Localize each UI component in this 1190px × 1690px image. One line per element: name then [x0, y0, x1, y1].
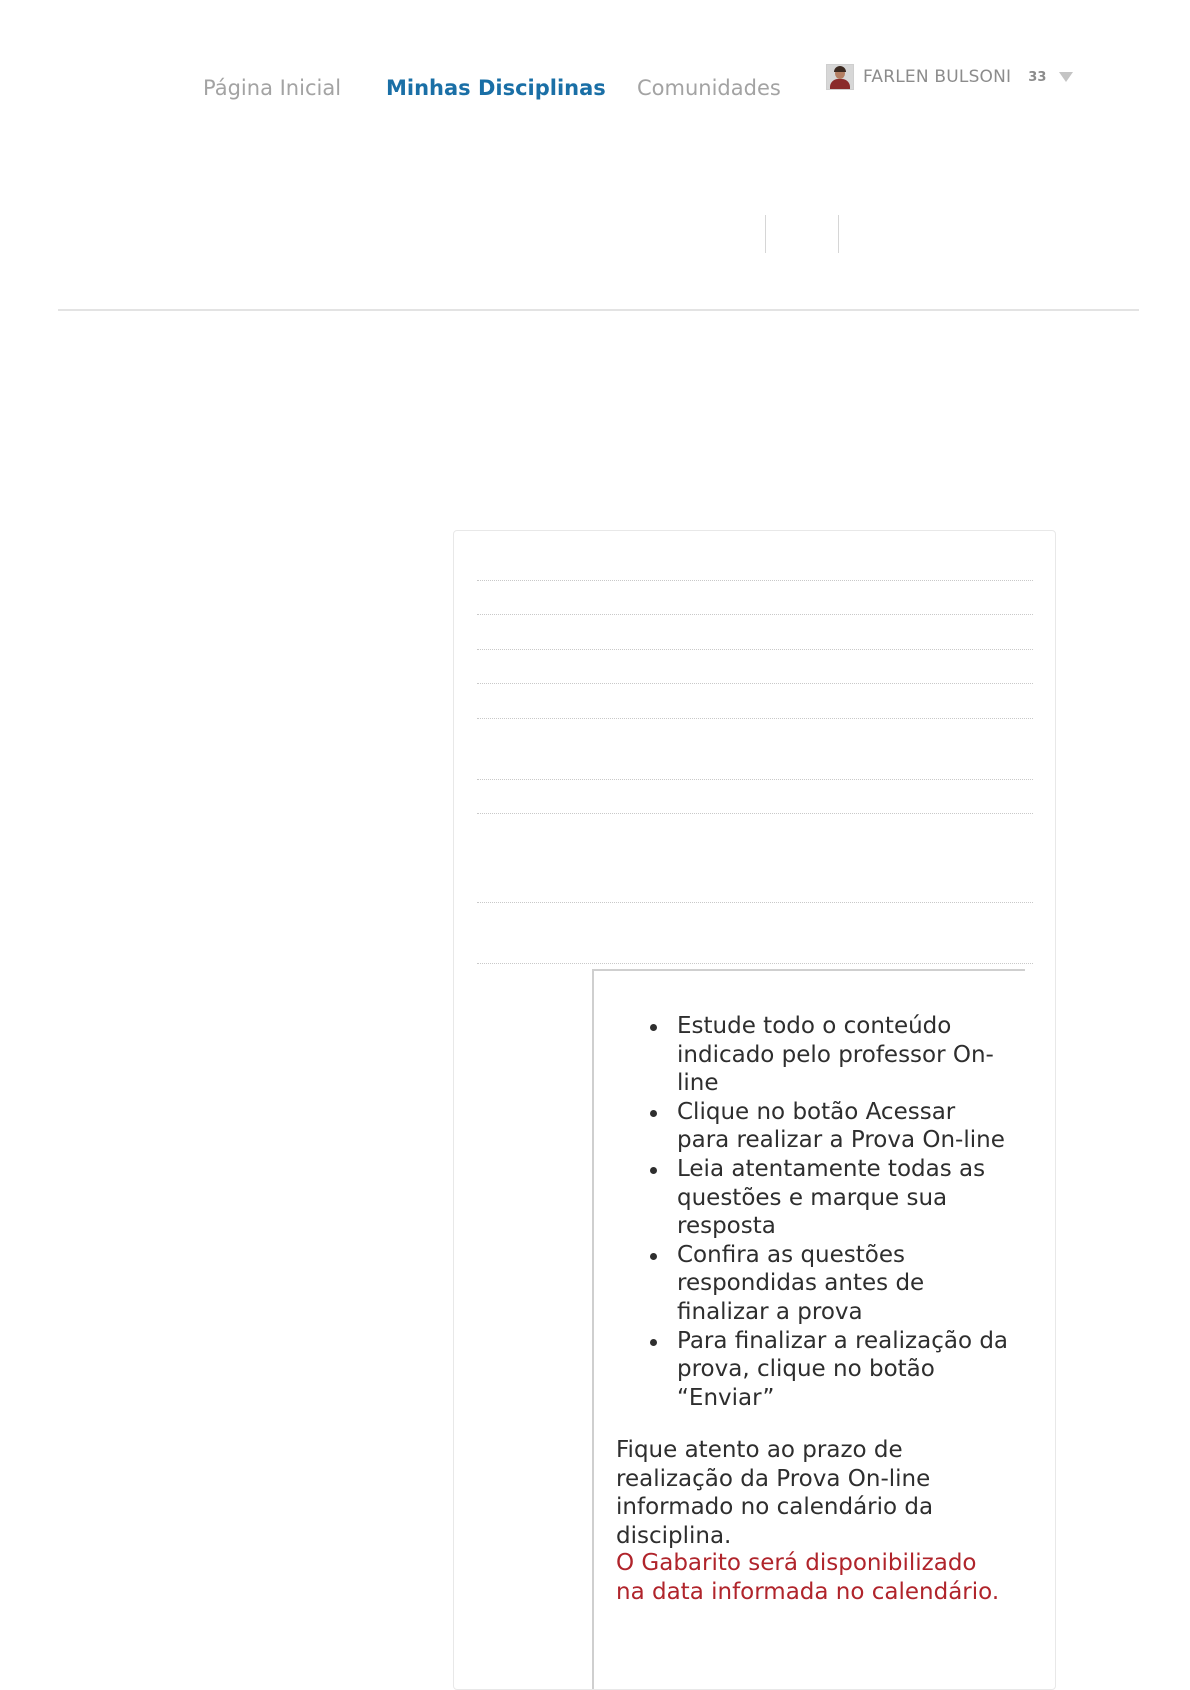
- nav-home-link[interactable]: Página Inicial: [203, 76, 342, 100]
- row-divider: [477, 779, 1033, 780]
- list-item: Clique no botão Acessar para realizar a Prova On-line: [650, 1098, 1010, 1155]
- row-divider: [477, 718, 1033, 719]
- row-divider: [477, 963, 1033, 964]
- list-item: Estude todo o conteúdo indicado pelo professor On-line: [650, 1012, 1010, 1098]
- user-menu[interactable]: [826, 64, 1073, 90]
- instructions-list: [650, 1012, 1010, 1412]
- header-divider: [58, 309, 1139, 311]
- row-divider: [477, 683, 1033, 684]
- divider: [838, 215, 839, 253]
- row-divider: [477, 902, 1033, 903]
- caret-down-icon[interactable]: [1059, 72, 1073, 82]
- notification-count: 33: [1028, 69, 1047, 85]
- answer-key-warning: O Gabarito será disponibilizado na data informada no calendário.: [616, 1550, 1000, 1605]
- row-divider: [477, 614, 1033, 615]
- avatar: [826, 64, 854, 90]
- divider: [765, 215, 766, 253]
- deadline-note: Fique atento ao prazo de realização da Prova On-line informado no calendário da disciplina.: [616, 1437, 934, 1549]
- list-item: Para finalizar a realização da prova, clique no botão “Enviar”: [650, 1327, 1010, 1413]
- row-divider: [477, 580, 1033, 581]
- row-divider: [477, 649, 1033, 650]
- row-divider: [477, 813, 1033, 814]
- list-item: Confira as questões respondidas antes de finalizar a prova: [650, 1241, 1010, 1327]
- user-name: FARLEN BULSONI: [863, 67, 1012, 87]
- nav-disciplines-link[interactable]: Minhas Disciplinas: [386, 76, 606, 100]
- list-item: Leia atentamente todas as questões e marque sua resposta: [650, 1155, 1010, 1241]
- nav-communities-link[interactable]: Comunidades: [637, 76, 781, 100]
